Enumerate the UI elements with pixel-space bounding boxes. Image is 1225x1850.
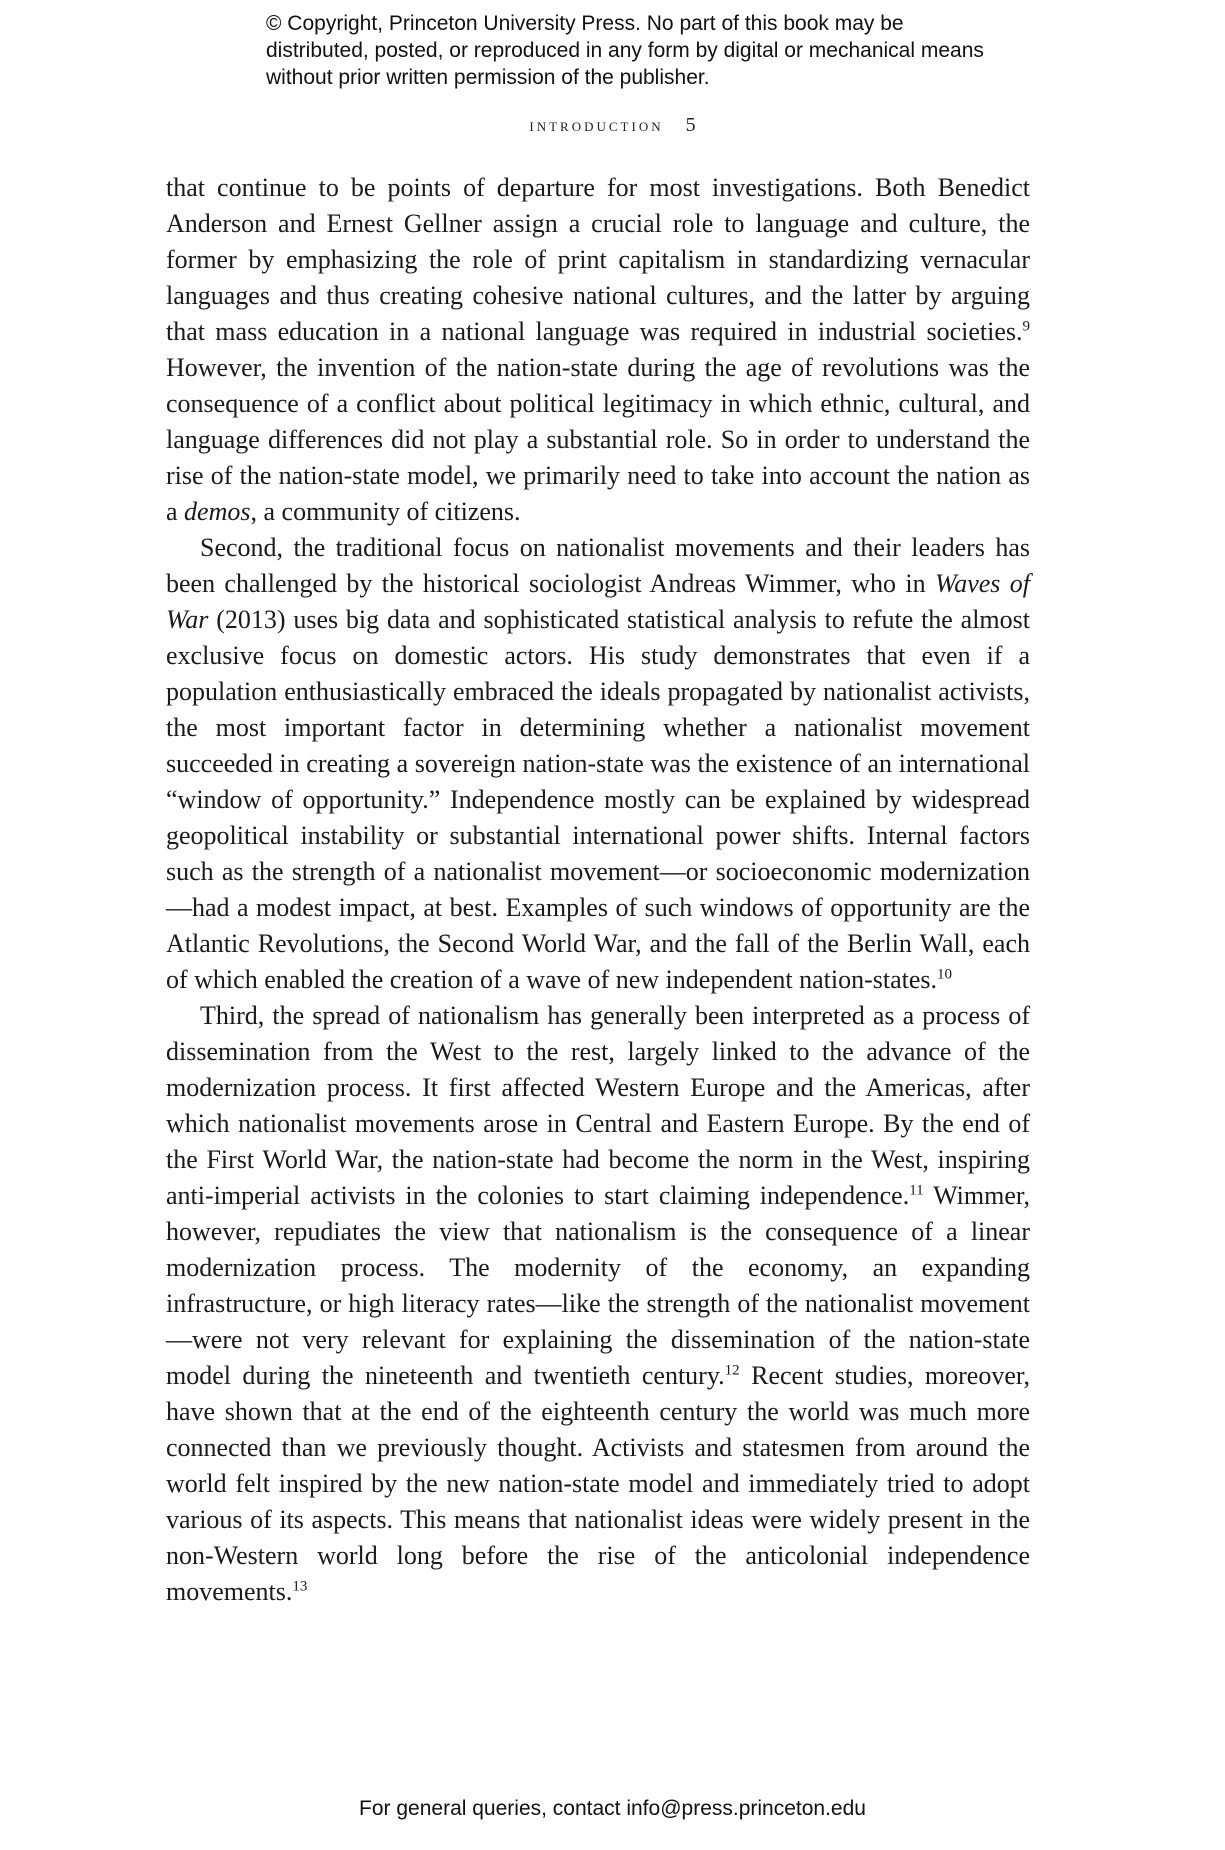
footnote-ref-13[interactable]: 13 bbox=[292, 1578, 308, 1595]
running-head-title: introduction bbox=[529, 115, 664, 135]
paragraph-3-text-c: Recent studies, moreover, have shown that at the end of the eighteenth century the world was much more connected than we previously thought. Activists and statesmen from around the world felt inspired by the new nation-state model and immediately tried to adopt various of its aspects. This means that nationalist ideas were widely present in the non-Western world long before the rise of the anticolonial independence movements. bbox=[166, 1361, 1030, 1606]
footnote-ref-12[interactable]: 12 bbox=[724, 1362, 740, 1379]
footnote-ref-9[interactable]: 9 bbox=[1022, 318, 1030, 335]
paragraph-1-text-a: that continue to be points of departure for most investigations. Both Benedict Anderson and Ernest Gellner assign a crucial role to language and culture, the former by emphasizing the role of print capitalism in standardizing vernacular languages and thus creating cohesive national cultures, and the latter by arguing that mass education in a national language was required in industrial societies. bbox=[166, 173, 1030, 346]
running-head bbox=[0, 114, 1225, 137]
body-text bbox=[166, 170, 1030, 1610]
copyright-notice: © Copyright, Princeton University Press. No part of this book may be distributed, posted, or reproduced in any form by digital or mechanical means without prior written permission of the publisher. bbox=[266, 12, 984, 89]
paragraph-3-text-a: Third, the spread of nationalism has generally been interpreted as a process of dissemination from the West to the rest, largely linked to the advance of the modernization process. It first affected Western Europe and the Americas, after which nationalist movements arose in Central and Eastern Europe. By the end of the First World War, the nation-state had become the norm in the West, inspiring anti-imperial activists in the colonies to start claiming independence. bbox=[166, 1001, 1030, 1210]
book-title-waves-of-war: Waves of War bbox=[166, 569, 1030, 634]
paragraph-1 bbox=[166, 170, 1030, 530]
footnote-ref-11[interactable]: 11 bbox=[909, 1182, 924, 1199]
footnote-ref-10[interactable]: 10 bbox=[937, 966, 953, 983]
paragraph-3-text-b: Wimmer, however, repudiates the view that nationalism is the consequence of a linear modernization process. The modernity of the economy, an expanding infrastructure, or high literacy rates—like the strength of the nationalist movement—were not very relevant for explaining the dissemination of the nation-state model during the nineteenth and twentieth century. bbox=[166, 1181, 1030, 1390]
page-number: 5 bbox=[685, 114, 696, 136]
footer-contact: For general queries, contact info@press.princeton.edu bbox=[359, 1797, 866, 1820]
paragraph-2 bbox=[166, 530, 1030, 998]
paragraph-2-text-a: Second, the traditional focus on nationalist movements and their leaders has been challenged by the historical sociologist Andreas Wimmer, who in bbox=[166, 533, 1030, 598]
paragraph-2-text-b: (2013) uses big data and sophisticated statistical analysis to refute the almost exclusive focus on domestic actors. His study demonstrates that even if a population enthusiastically embraced the ideals propagated by nationalist activists, the most important factor in determining whether a nationalist movement succeeded in creating a sovereign nation-state was the existence of an international “window of opportunity.” Independence mostly can be explained by widespread geopolitical instability or substantial international power shifts. Internal factors such as the strength of a nationalist movement—or socioeconomic modernization—had a modest impact, at best. Examples of such windows of opportunity are the Atlantic Revolutions, the Second World War, and the fall of the Berlin Wall, each of which enabled the creation of a wave of new independent nation-states. bbox=[166, 605, 1030, 994]
paragraph-1-text-c: , a community of citizens. bbox=[250, 497, 521, 526]
paragraph-1-text-b: However, the invention of the nation-state during the age of revolutions was the consequence of a conflict about political legitimacy in which ethnic, cultural, and language differences did not play a substantial role. So in order to understand the rise of the nation-state model, we primarily need to take into account the nation as a bbox=[166, 353, 1030, 526]
paragraph-3 bbox=[166, 998, 1030, 1610]
italic-term-demos: demos bbox=[184, 497, 251, 526]
